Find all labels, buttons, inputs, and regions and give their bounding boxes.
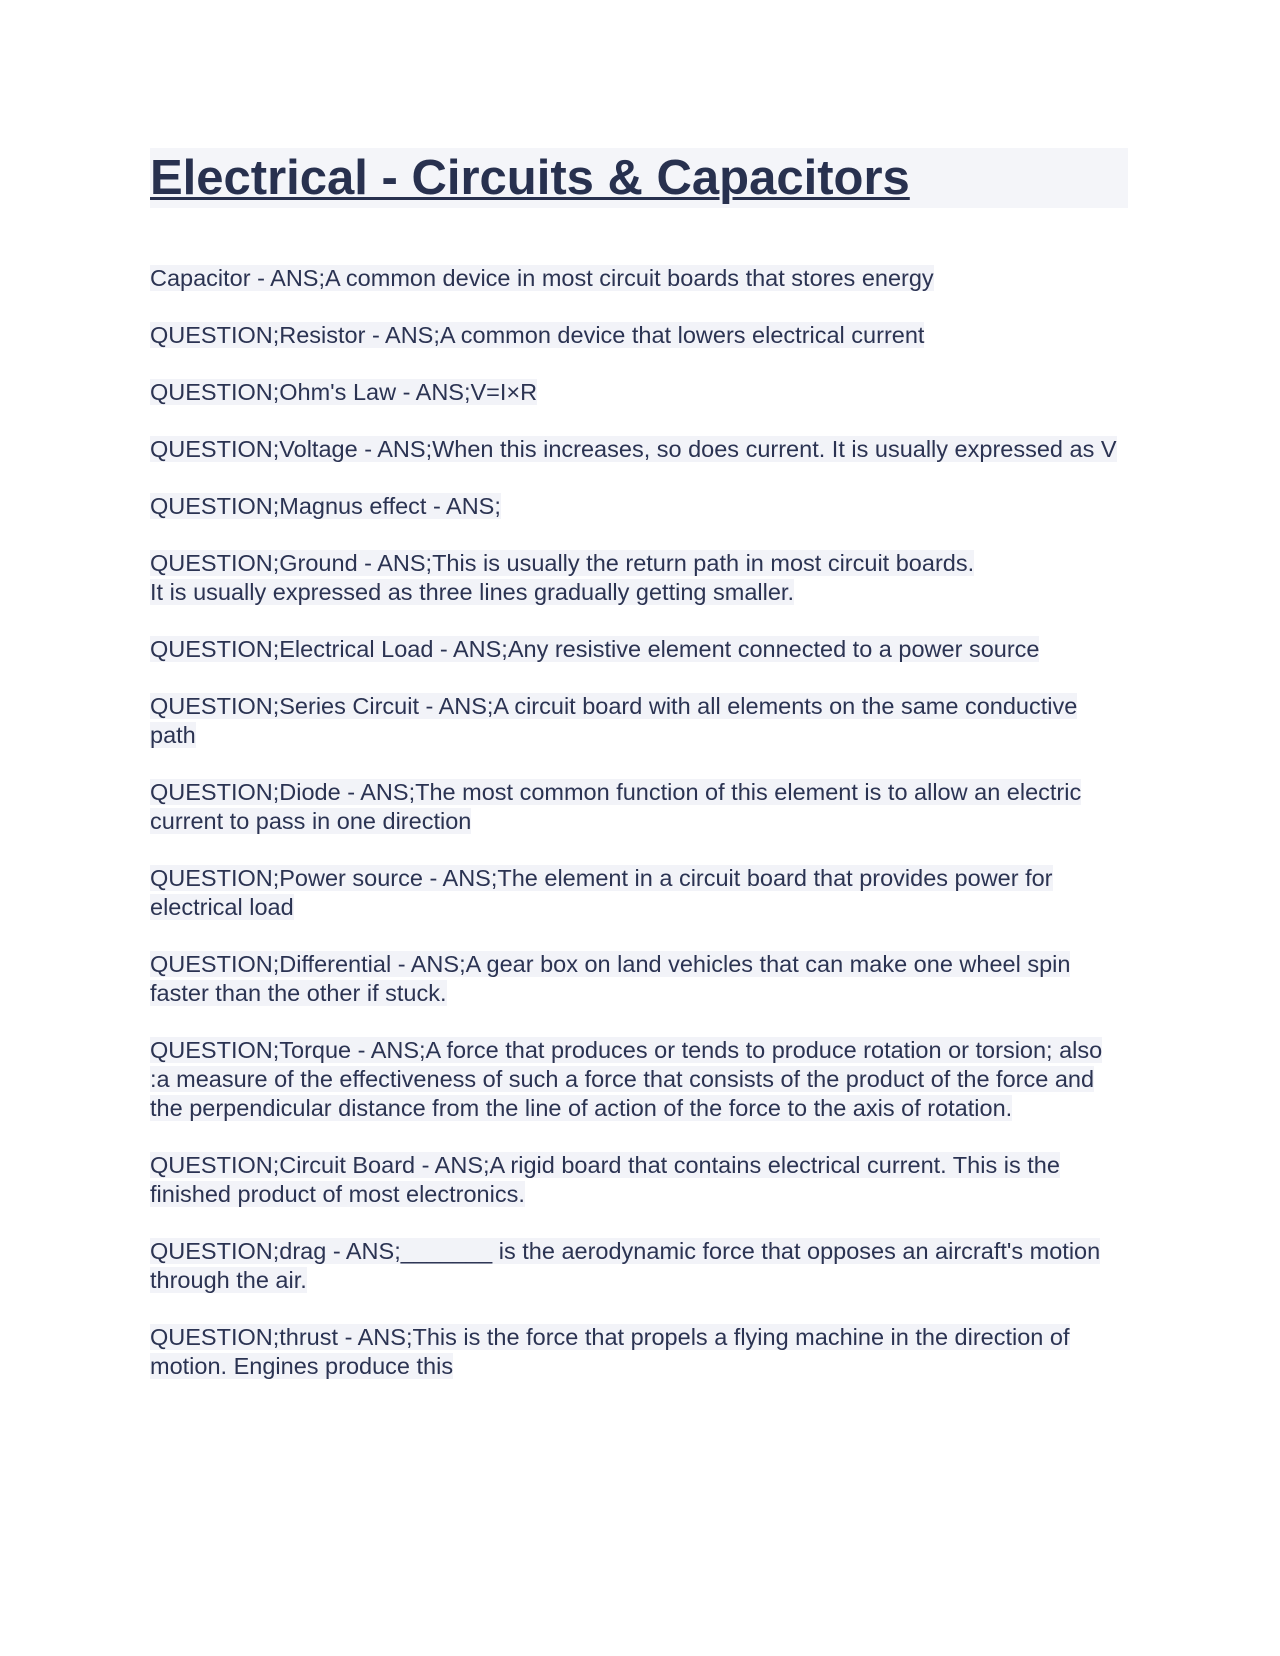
qa-entry: [150, 864, 1128, 922]
qa-entry: [150, 1036, 1128, 1123]
qa-entry: [150, 1323, 1128, 1381]
qa-entry: [150, 1237, 1128, 1295]
qa-entry-text: Capacitor - ANS;A common device in most circuit boards that stores energy: [150, 265, 934, 291]
qa-list: [150, 264, 1128, 1381]
qa-entry: [150, 950, 1128, 1008]
qa-entry-text: QUESTION;drag - ANS;_______ is the aerodynamic force that opposes an aircraft's motion through the air.: [150, 1238, 1101, 1293]
qa-entry-text: QUESTION;Magnus effect - ANS;: [150, 493, 501, 519]
qa-entry: [150, 321, 1128, 350]
qa-entry-text: QUESTION;Ground - ANS;This is usually the return path in most circuit boards. It is usually expressed as three lines gradually getting smaller.: [150, 550, 975, 605]
qa-entry: [150, 492, 1128, 521]
qa-entry-text: QUESTION;Differential - ANS;A gear box on land vehicles that can make one wheel spin faster than the other if stuck.: [150, 951, 1071, 1006]
qa-entry: [150, 549, 1128, 607]
qa-entry-text: QUESTION;Diode - ANS;The most common function of this element is to allow an electric current to pass in one direction: [150, 779, 1082, 834]
qa-entry: [150, 692, 1128, 750]
qa-entry-text: QUESTION;Electrical Load - ANS;Any resistive element connected to a power source: [150, 636, 1040, 662]
title-block: [150, 148, 1128, 208]
qa-entry-text: QUESTION;thrust - ANS;This is the force that propels a flying machine in the direction of motion. Engines produce this: [150, 1324, 1070, 1379]
qa-entry: [150, 1151, 1128, 1209]
qa-entry-text: QUESTION;Circuit Board - ANS;A rigid board that contains electrical current. This is the finished product of most electronics.: [150, 1152, 1060, 1207]
qa-entry-text: QUESTION;Torque - ANS;A force that produces or tends to produce rotation or torsion; also :a measure of the effectiveness of such a force that consists of the product of the force and the perpendicular distance from the line of action of the force to the axis of rotation.: [150, 1037, 1103, 1121]
qa-entry: [150, 378, 1128, 407]
qa-entry-text: QUESTION;Resistor - ANS;A common device that lowers electrical current: [150, 322, 925, 348]
qa-entry: [150, 778, 1128, 836]
qa-entry-text: QUESTION;Ohm's Law - ANS;V=I×R: [150, 379, 538, 405]
qa-entry-text: QUESTION;Voltage - ANS;When this increases, so does current. It is usually expressed as V: [150, 436, 1117, 462]
qa-entry: [150, 264, 1128, 293]
qa-entry-text: QUESTION;Series Circuit - ANS;A circuit board with all elements on the same conductive path: [150, 693, 1078, 748]
document-page: [150, 148, 1128, 1409]
qa-entry: [150, 435, 1128, 464]
qa-entry: [150, 635, 1128, 664]
qa-entry-text: QUESTION;Power source - ANS;The element in a circuit board that provides power for electrical load: [150, 865, 1053, 920]
page-title: Electrical - Circuits & Capacitors: [150, 151, 910, 205]
